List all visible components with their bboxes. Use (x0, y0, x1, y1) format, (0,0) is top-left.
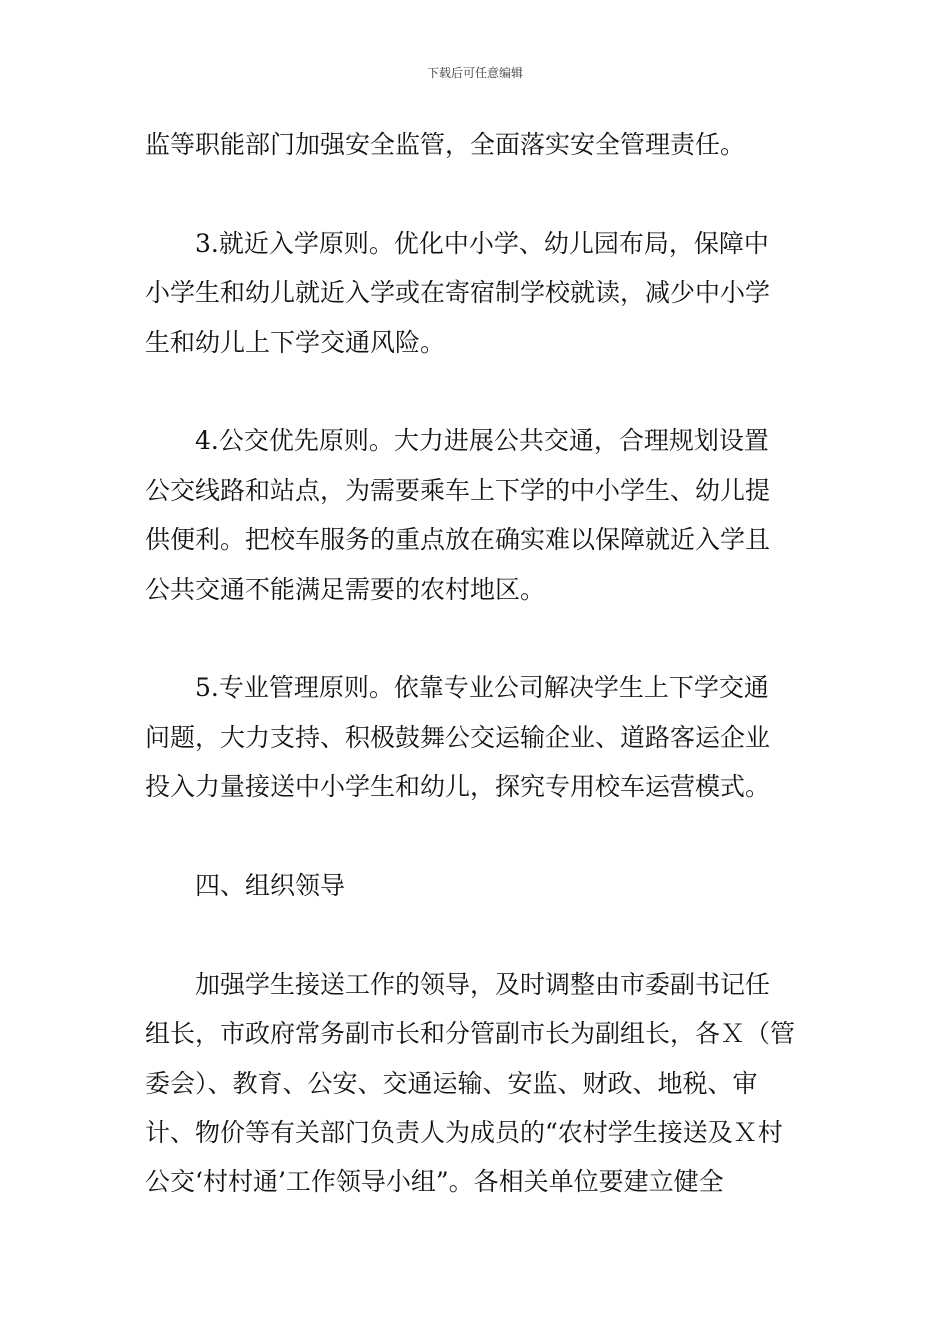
paragraph-safety-supervision: 监等职能部门加强安全监管，全面落实安全管理责任。 (145, 130, 746, 159)
paragraph-leadership: 加强学生接送工作的领导，及时调整由市委副书记任 组长，市政府常务副市长和分管副市长为副组长，各Ｘ（管 委会）、教育、公安、交通运输、安监、财政、地税、审 计、物价等有关部门负责人为成员的“农村学生接送及Ｘ村 公交‘村村通’工作领导小组”。各相关单位要建立健全 (145, 969, 796, 1197)
paragraph-spacer (145, 367, 810, 416)
paragraph-spacer (145, 910, 810, 959)
paragraph-nearby-enrollment: 3.就近入学原则。优化中小学、幼儿园布局，保障中 小学生和幼儿就近入学或在寄宿制学校就读，减少中小学 生和幼儿上下学交通风险。 (145, 228, 771, 357)
paragraph-spacer (145, 812, 810, 861)
section-heading-organization: 四、组织领导 (145, 871, 346, 901)
paragraph-professional-management: 5.专业管理原则。依靠专业公司解决学生上下学交通 问题，大力支持、积极鼓舞公交运输企业、道路客运企业 投入力量接送中小学生和幼儿，探究专用校车运营模式。 (145, 673, 771, 802)
page-header-note: 下载后可任意编辑 (426, 66, 523, 80)
document-body (145, 120, 810, 1207)
paragraph-spacer (145, 614, 810, 663)
paragraph-public-transit-priority: 4.公交优先原则。大力进展公共交通，合理规划设置 公交线路和站点，为需要乘车上下学的中小学生、幼儿提 供便利。把校车服务的重点放在确实难以保障就近入学且 公共交通不能满足需要的农村地区。 (145, 426, 771, 604)
paragraph-spacer (145, 169, 810, 218)
